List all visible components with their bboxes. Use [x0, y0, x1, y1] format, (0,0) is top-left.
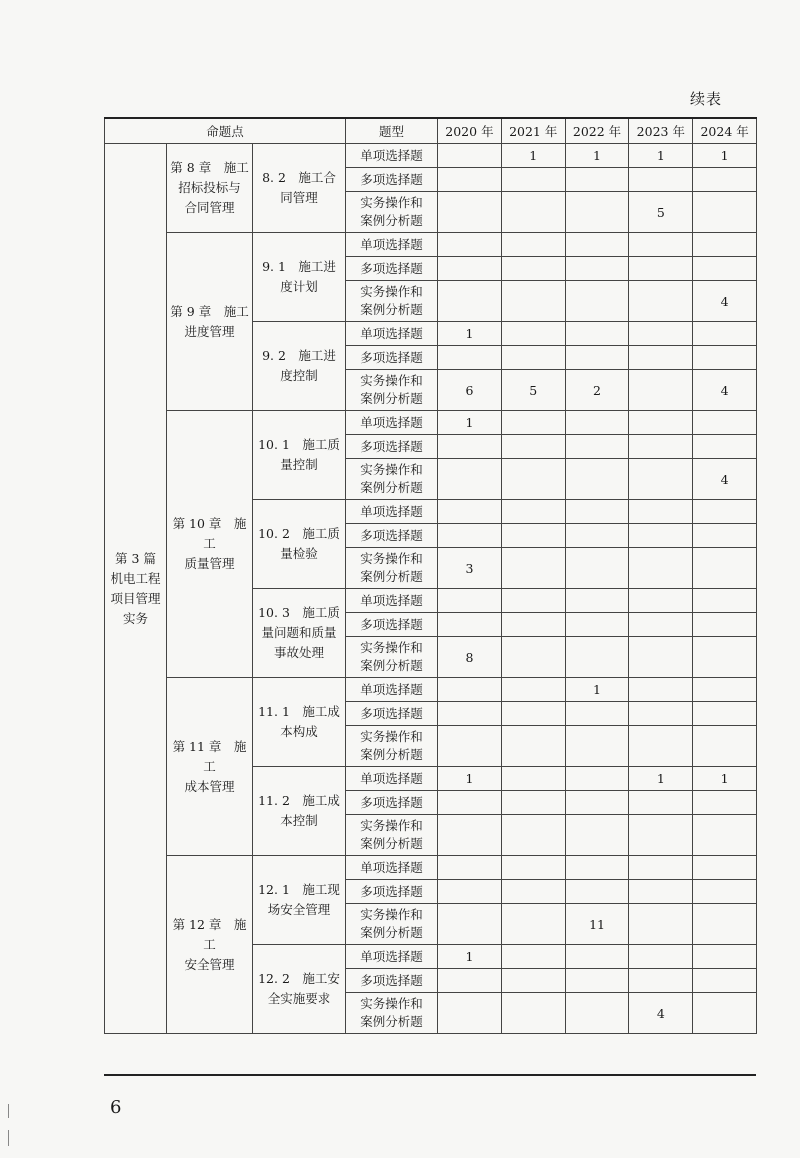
count-cell — [438, 168, 502, 192]
section-cell: 10. 3 施工质 量问题和质量 事故处理 — [253, 589, 346, 678]
table-row — [105, 411, 757, 435]
question-type-cell: 多项选择题 — [346, 257, 438, 281]
count-cell — [629, 548, 693, 589]
count-cell — [629, 233, 693, 257]
count-cell — [693, 548, 757, 589]
count-cell: 1 — [565, 678, 629, 702]
count-cell — [693, 500, 757, 524]
count-cell — [629, 678, 693, 702]
count-cell — [629, 969, 693, 993]
count-cell: 1 — [693, 144, 757, 168]
question-type-cell: 实务操作和 案例分析题 — [346, 637, 438, 678]
count-cell — [629, 257, 693, 281]
count-cell — [501, 637, 565, 678]
count-cell — [693, 993, 757, 1034]
count-cell — [693, 904, 757, 945]
count-cell — [438, 856, 502, 880]
question-type-cell: 单项选择题 — [346, 144, 438, 168]
count-cell — [501, 945, 565, 969]
count-cell — [438, 726, 502, 767]
count-cell — [693, 411, 757, 435]
section-cell: 10. 1 施工质 量控制 — [253, 411, 346, 500]
section-cell: 9. 2 施工进 度控制 — [253, 322, 346, 411]
table-row — [105, 144, 757, 168]
count-cell — [565, 500, 629, 524]
count-cell — [693, 346, 757, 370]
count-cell — [629, 435, 693, 459]
header-year-2023: 2023 年 — [629, 118, 693, 144]
count-cell — [501, 435, 565, 459]
count-cell — [438, 904, 502, 945]
count-cell — [438, 993, 502, 1034]
count-cell — [693, 322, 757, 346]
count-cell — [565, 945, 629, 969]
count-cell — [501, 589, 565, 613]
count-cell — [501, 500, 565, 524]
count-cell: 1 — [438, 767, 502, 791]
count-cell: 5 — [629, 192, 693, 233]
count-cell: 1 — [629, 767, 693, 791]
count-cell — [438, 281, 502, 322]
count-cell — [565, 346, 629, 370]
count-cell: 5 — [501, 370, 565, 411]
count-cell — [565, 168, 629, 192]
count-cell — [501, 880, 565, 904]
count-cell — [438, 678, 502, 702]
count-cell: 6 — [438, 370, 502, 411]
header-type: 题型 — [346, 118, 438, 144]
question-type-cell: 实务操作和 案例分析题 — [346, 548, 438, 589]
question-type-cell: 实务操作和 案例分析题 — [346, 993, 438, 1034]
count-cell — [629, 880, 693, 904]
exam-table-wrapper — [104, 117, 756, 1034]
count-cell — [501, 411, 565, 435]
question-type-cell: 单项选择题 — [346, 500, 438, 524]
count-cell — [693, 702, 757, 726]
count-cell — [693, 589, 757, 613]
count-cell — [501, 856, 565, 880]
count-cell — [629, 411, 693, 435]
chapter-cell: 第 9 章 施工 进度管理 — [167, 233, 253, 411]
question-type-cell: 多项选择题 — [346, 969, 438, 993]
count-cell — [565, 993, 629, 1034]
question-type-cell: 单项选择题 — [346, 678, 438, 702]
part-cell: 第 3 篇 机电工程 项目管理 实务 — [105, 144, 167, 1034]
chapter-cell: 第 10 章 施工 质量管理 — [167, 411, 253, 678]
count-cell — [565, 613, 629, 637]
count-cell: 1 — [438, 322, 502, 346]
count-cell — [565, 767, 629, 791]
count-cell — [629, 815, 693, 856]
count-cell — [501, 767, 565, 791]
question-type-cell: 多项选择题 — [346, 168, 438, 192]
question-type-cell: 单项选择题 — [346, 411, 438, 435]
count-cell — [501, 257, 565, 281]
count-cell: 1 — [629, 144, 693, 168]
count-cell — [629, 281, 693, 322]
count-cell — [629, 346, 693, 370]
count-cell: 4 — [693, 281, 757, 322]
bottom-rule — [104, 1074, 756, 1076]
count-cell — [501, 524, 565, 548]
count-cell — [565, 880, 629, 904]
count-cell — [501, 726, 565, 767]
count-cell — [629, 370, 693, 411]
count-cell — [565, 233, 629, 257]
count-cell — [693, 168, 757, 192]
count-cell — [693, 613, 757, 637]
count-cell: 1 — [438, 945, 502, 969]
question-type-cell: 实务操作和 案例分析题 — [346, 904, 438, 945]
question-type-cell: 多项选择题 — [346, 346, 438, 370]
count-cell — [501, 233, 565, 257]
header-year-2020: 2020 年 — [438, 118, 502, 144]
count-cell: 2 — [565, 370, 629, 411]
count-cell — [565, 281, 629, 322]
count-cell — [565, 459, 629, 500]
count-cell — [501, 459, 565, 500]
count-cell — [501, 192, 565, 233]
count-cell — [693, 257, 757, 281]
count-cell — [629, 613, 693, 637]
count-cell — [565, 192, 629, 233]
count-cell — [565, 589, 629, 613]
table-row — [105, 233, 757, 257]
question-type-cell: 多项选择题 — [346, 702, 438, 726]
margin-mark — [8, 1130, 9, 1146]
question-type-cell: 多项选择题 — [346, 791, 438, 815]
count-cell — [501, 322, 565, 346]
count-cell — [438, 589, 502, 613]
count-cell — [438, 702, 502, 726]
question-type-cell: 多项选择题 — [346, 613, 438, 637]
count-cell — [438, 144, 502, 168]
count-cell — [565, 791, 629, 815]
header-topic: 命题点 — [105, 118, 346, 144]
header-year-2024: 2024 年 — [693, 118, 757, 144]
count-cell — [501, 678, 565, 702]
count-cell — [629, 945, 693, 969]
count-cell — [629, 500, 693, 524]
count-cell — [438, 257, 502, 281]
count-cell — [629, 168, 693, 192]
section-cell: 12. 1 施工现 场安全管理 — [253, 856, 346, 945]
count-cell — [629, 702, 693, 726]
question-type-cell: 单项选择题 — [346, 856, 438, 880]
count-cell — [629, 589, 693, 613]
count-cell — [693, 880, 757, 904]
continued-label: 续表 — [690, 90, 723, 108]
section-cell: 9. 1 施工进 度计划 — [253, 233, 346, 322]
count-cell — [565, 637, 629, 678]
count-cell — [438, 459, 502, 500]
question-type-cell: 实务操作和 案例分析题 — [346, 192, 438, 233]
table-body — [105, 144, 757, 1034]
count-cell — [501, 702, 565, 726]
count-cell — [629, 856, 693, 880]
count-cell: 4 — [629, 993, 693, 1034]
count-cell — [565, 702, 629, 726]
count-cell — [693, 726, 757, 767]
count-cell — [438, 524, 502, 548]
table-row — [105, 678, 757, 702]
count-cell — [565, 856, 629, 880]
count-cell: 4 — [693, 459, 757, 500]
count-cell: 8 — [438, 637, 502, 678]
count-cell — [501, 791, 565, 815]
count-cell — [501, 969, 565, 993]
count-cell — [501, 168, 565, 192]
count-cell — [565, 524, 629, 548]
section-cell: 12. 2 施工安 全实施要求 — [253, 945, 346, 1034]
count-cell — [693, 815, 757, 856]
section-cell: 11. 2 施工成 本控制 — [253, 767, 346, 856]
count-cell: 3 — [438, 548, 502, 589]
count-cell — [629, 904, 693, 945]
count-cell — [693, 969, 757, 993]
count-cell — [501, 904, 565, 945]
count-cell — [501, 346, 565, 370]
chapter-cell: 第 12 章 施工 安全管理 — [167, 856, 253, 1034]
count-cell — [438, 880, 502, 904]
section-cell: 10. 2 施工质 量检验 — [253, 500, 346, 589]
count-cell — [501, 613, 565, 637]
count-cell — [693, 524, 757, 548]
count-cell — [438, 435, 502, 459]
chapter-cell: 第 8 章 施工 招标投标与 合同管理 — [167, 144, 253, 233]
count-cell — [501, 993, 565, 1034]
margin-mark — [8, 1104, 9, 1118]
count-cell — [693, 192, 757, 233]
question-type-cell: 实务操作和 案例分析题 — [346, 726, 438, 767]
count-cell — [693, 678, 757, 702]
count-cell — [565, 726, 629, 767]
count-cell — [565, 969, 629, 993]
count-cell — [438, 791, 502, 815]
exam-topic-table — [104, 117, 757, 1034]
question-type-cell: 实务操作和 案例分析题 — [346, 459, 438, 500]
count-cell — [693, 791, 757, 815]
chapter-cell: 第 11 章 施工 成本管理 — [167, 678, 253, 856]
count-cell — [629, 791, 693, 815]
question-type-cell: 单项选择题 — [346, 233, 438, 257]
question-type-cell: 多项选择题 — [346, 880, 438, 904]
table-row — [105, 856, 757, 880]
count-cell — [629, 637, 693, 678]
count-cell — [565, 548, 629, 589]
question-type-cell: 实务操作和 案例分析题 — [346, 281, 438, 322]
question-type-cell: 多项选择题 — [346, 524, 438, 548]
count-cell — [565, 411, 629, 435]
count-cell — [693, 637, 757, 678]
count-cell — [501, 548, 565, 589]
count-cell — [565, 257, 629, 281]
count-cell — [565, 815, 629, 856]
count-cell: 1 — [565, 144, 629, 168]
count-cell — [438, 969, 502, 993]
count-cell — [693, 856, 757, 880]
count-cell — [501, 815, 565, 856]
count-cell: 4 — [693, 370, 757, 411]
table-header-row — [105, 118, 757, 144]
count-cell — [565, 322, 629, 346]
question-type-cell: 单项选择题 — [346, 945, 438, 969]
count-cell — [629, 459, 693, 500]
section-cell: 11. 1 施工成 本构成 — [253, 678, 346, 767]
section-cell: 8. 2 施工合 同管理 — [253, 144, 346, 233]
count-cell — [438, 346, 502, 370]
count-cell — [438, 613, 502, 637]
count-cell: 1 — [438, 411, 502, 435]
question-type-cell: 单项选择题 — [346, 589, 438, 613]
count-cell — [693, 945, 757, 969]
count-cell — [629, 322, 693, 346]
count-cell: 1 — [501, 144, 565, 168]
count-cell — [693, 435, 757, 459]
question-type-cell: 多项选择题 — [346, 435, 438, 459]
question-type-cell: 单项选择题 — [346, 322, 438, 346]
count-cell — [438, 815, 502, 856]
question-type-cell: 实务操作和 案例分析题 — [346, 815, 438, 856]
count-cell — [629, 524, 693, 548]
count-cell — [501, 281, 565, 322]
header-year-2021: 2021 年 — [501, 118, 565, 144]
header-year-2022: 2022 年 — [565, 118, 629, 144]
count-cell — [438, 192, 502, 233]
count-cell — [565, 435, 629, 459]
count-cell — [693, 233, 757, 257]
page-number: 6 — [110, 1097, 122, 1118]
count-cell — [629, 726, 693, 767]
count-cell: 11 — [565, 904, 629, 945]
count-cell — [438, 500, 502, 524]
count-cell — [438, 233, 502, 257]
count-cell: 1 — [693, 767, 757, 791]
question-type-cell: 实务操作和 案例分析题 — [346, 370, 438, 411]
question-type-cell: 单项选择题 — [346, 767, 438, 791]
